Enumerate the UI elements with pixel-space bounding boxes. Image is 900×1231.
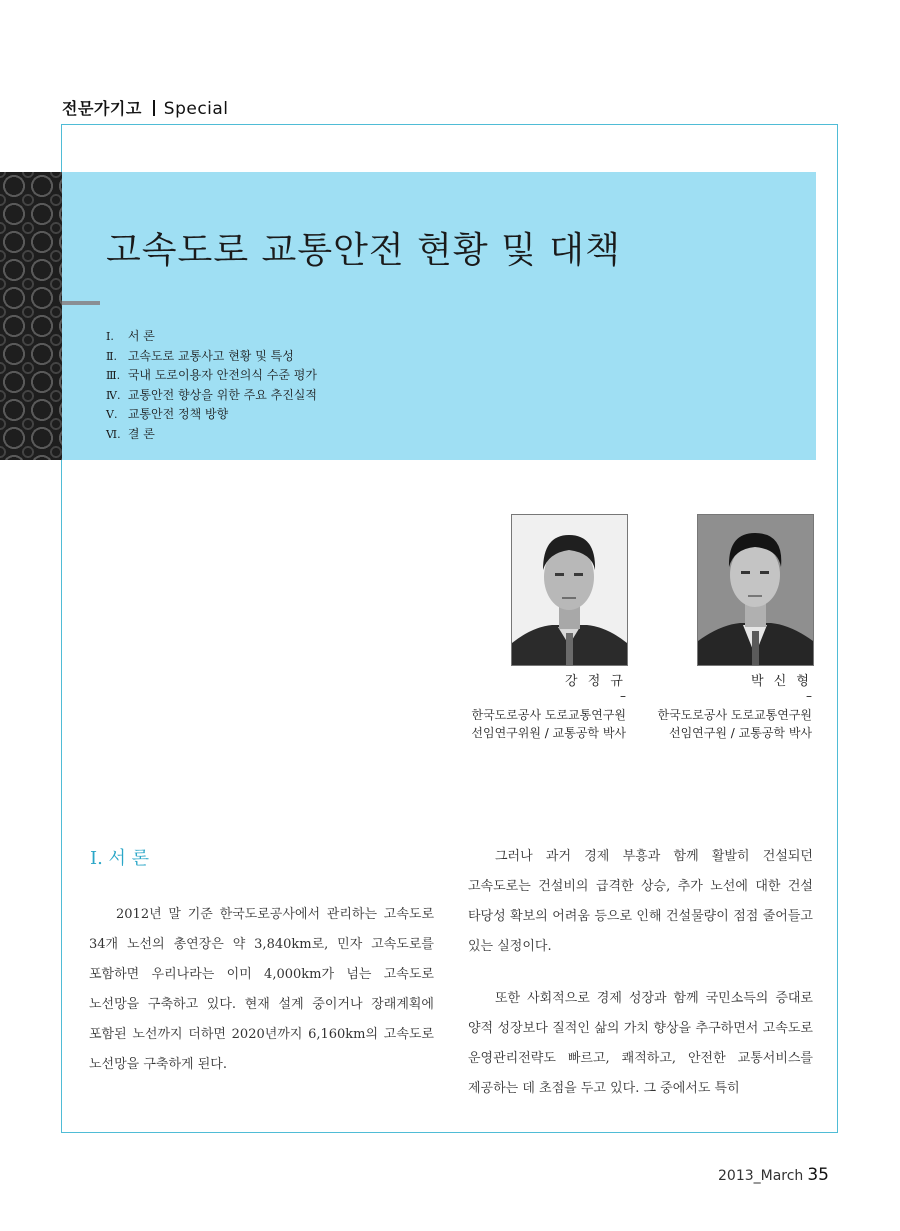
author-name: 박 신 형 — [751, 674, 812, 689]
title-band — [62, 172, 816, 460]
author-affiliation: 한국도로공사 도로교통연구원 — [657, 708, 812, 722]
author-dash: – — [620, 689, 626, 703]
author-affiliation: 한국도로공사 도로교통연구원 — [471, 708, 626, 722]
author-photo-2 — [697, 514, 814, 666]
author-photo-1 — [511, 514, 628, 666]
toc-item: Ⅳ. 교통안전 향상을 위한 주요 추진실적 — [106, 387, 317, 402]
body-paragraph: 2012년 말 기준 한국도로공사에서 관리하는 고속도로 34개 노선의 총연장은 약 3,840km로, 민자 고속도로를 포함하면 우리나라는 이미 4,000km가 넘는 고속도로 노선망을 구축하고 있다. 현재 설계 중이거나 장래계획에 포함된 노선까지 더하면 2020년까지 6,160km의 고속도로 노선망을 구축하게 된다. — [89, 907, 434, 1072]
section-label — [62, 96, 229, 119]
author-info-2 — [626, 670, 812, 742]
special-label: Special — [163, 99, 229, 119]
section-heading: I. 서 론 — [90, 848, 150, 869]
toc-item: Ⅰ. 서 론 — [106, 329, 155, 343]
author-title: 선임연구위원 / 교통공학 박사 — [471, 726, 626, 740]
author-dash: – — [806, 689, 812, 703]
author-title: 선임연구원 / 교통공학 박사 — [669, 726, 812, 740]
page-footer — [718, 1165, 829, 1185]
title-accent-bar — [62, 301, 100, 305]
author-name: 강 정 규 — [565, 674, 626, 689]
toc-item: Ⅲ. 국내 도로이용자 안전의식 수준 평가 — [106, 368, 317, 382]
decorative-pattern — [0, 172, 62, 460]
issue-label: 2013_March — [718, 1168, 804, 1184]
body-paragraph: 또한 사회적으로 경제 성장과 함께 국민소득의 증대로 양적 성장보다 질적인 삶의 가치 향상을 추구하면서 고속도로 운영관리전략도 빠르고, 쾌적하고, 안전한 교통서비스를 제공하는 데 초점을 두고 있다. 그 중에서도 특히 — [468, 991, 813, 1096]
category-label: 전문가기고 — [62, 99, 142, 118]
article-title: 고속도로 교통안전 현황 및 대책 — [106, 230, 621, 271]
body-paragraph: 그러나 과거 경제 부흥과 함께 활발히 건설되던 고속도로는 건설비의 급격한 상승, 추가 노선에 대한 건설 타당성 확보의 어려움 등으로 인해 건설물량이 점점 줄어들고 있는 실정이다. — [468, 849, 813, 954]
toc-item: Ⅴ. 교통안전 정책 방향 — [106, 407, 229, 421]
header-divider — [153, 100, 155, 116]
page-number: 35 — [807, 1165, 829, 1185]
toc-item: Ⅱ. 고속도로 교통사고 현황 및 특성 — [106, 348, 294, 363]
author-info-1 — [440, 670, 626, 742]
toc-item: Ⅵ. 결 론 — [106, 426, 155, 441]
table-of-contents — [106, 327, 317, 444]
